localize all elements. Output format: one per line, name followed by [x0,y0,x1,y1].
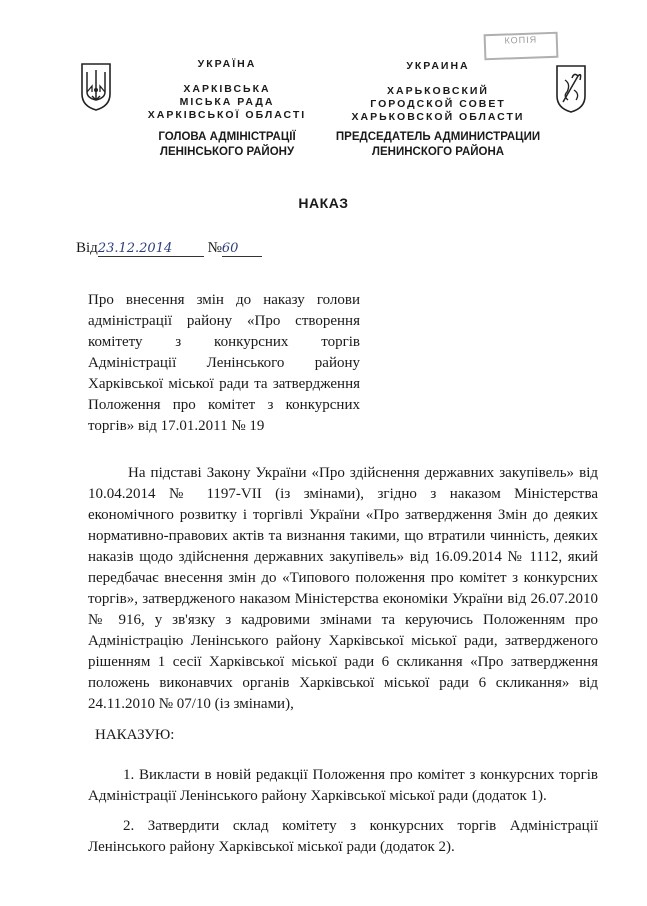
ukraine-coat-of-arms-icon [79,62,113,112]
date-prefix: Від [76,240,98,256]
header-left-country: УКРАЇНА [197,58,257,70]
handwritten-number: 60 [222,241,262,257]
header-left-block [122,58,332,160]
order-item-text: 2. Затвердити склад комітету з конкурсних торгів Адміністрації Ленінського району Харківської міської ради (додаток 2). [88,818,598,855]
order-item-text: 1. Викласти в новій редакції Положення про комітет з конкурсних торгів Адміністрації Ленінського району Харківської міської ради (додаток 1). [88,767,598,804]
kharkiv-coat-of-arms-icon [554,64,588,114]
header-left-council-line: МІСЬКА РАДА [179,96,275,108]
header-right-country: УКРАИНА [406,60,470,72]
header-right-council-line: ХАРЬКОВСКИЙ [387,85,489,97]
order-word: НАКАЗУЮ: [95,727,175,743]
document-title: НАКАЗ [298,195,349,211]
number-label: № [207,240,222,256]
header-left-office-line: ЛЕНІНСЬКОГО РАЙОНУ [159,146,295,158]
preamble-paragraph: На підставі Закону України «Про здійснення державних закупівель» від 10.04.2014 № 1197-VII (із змінами), згідно з наказом Міністерства економічного розвитку і торгівлі України «Про затвердження Змін до деяких нормативно-правових актів та визнання такими, що втратили чинність, деяких наказів щодо здійснення державних закупівель» від 16.09.2014 № 1112, який передбачає внесення змін до «Типового положення про комітет з конкурсних торгів», затвердженого наказом Міністерства економіки України від 26.07.2010 № 916, у зв'язку з кадровими змінами та керуючись Положенням про Адміністрацію Ленінського району Харківської міської ради, затвердженого рішенням 1 сесії Харківської міської ради 6 скликання «Про затвердження положень виконавчих органів Харківської міської ради 6 скликання» від 24.11.2010 № 07/10 (із змінами), [88,465,598,712]
order-subject: Про внесення змін до наказу голови адміністрації району «Про створення комітету з конкурсних торгів Адміністрації Ленінського району Харківської міської ради та затвердження Положення про комітет з конкурсних торгів» від 17.01.2011 № 19 [88,292,360,434]
order-item [88,765,598,807]
header-left-office-line: ГОЛОВА АДМІНІСТРАЦІЇ [158,131,296,143]
header-right-council-line: ХАРЬКОВСКОЙ ОБЛАСТИ [351,111,525,123]
header-right-council-line: ГОРОДСКОЙ СОВЕТ [370,98,506,110]
header-right-block [318,60,558,160]
order-preamble [88,463,598,715]
copy-stamp: КОПІЯ [484,32,559,61]
header-right-office-line: ЛЕНИНСКОГО РАЙОНА [371,146,505,158]
header-left-council-line: ХАРКІВСЬКОЇ ОБЛАСТІ [147,109,307,121]
date-number-line [76,240,262,257]
handwritten-date: 23.12.2014 [98,241,204,257]
order-item [88,816,598,858]
header-left-council-line: ХАРКІВСЬКА [183,83,271,95]
header-right-office-line: ПРЕДСЕДАТЕЛЬ АДМИНИСТРАЦИИ [335,131,541,143]
